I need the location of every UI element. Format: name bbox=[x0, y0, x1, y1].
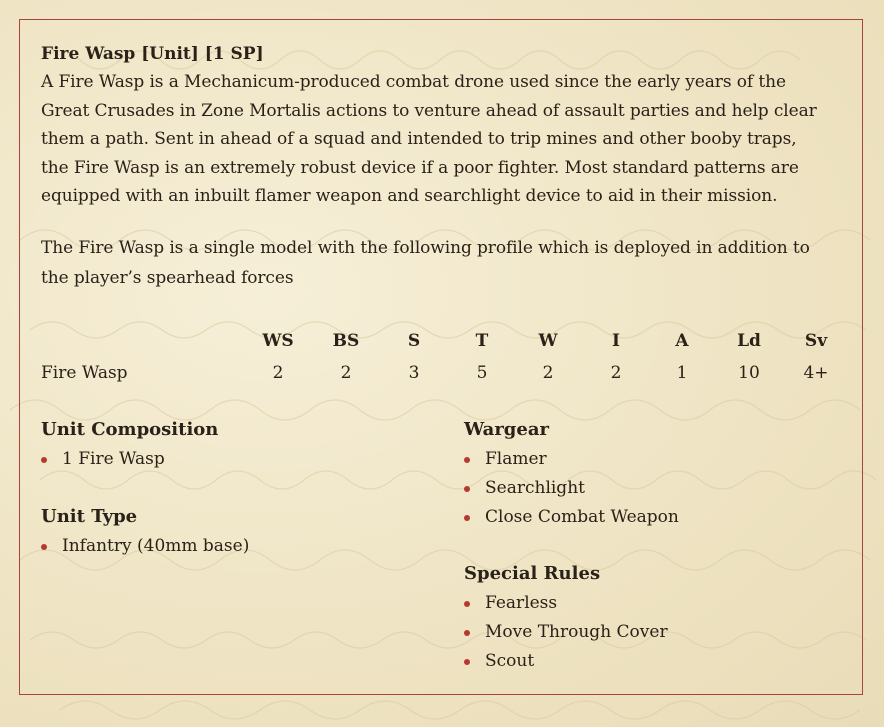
profile-header-s: S bbox=[407, 331, 421, 351]
description-line: the Fire Wasp is an extremely robust device if a poor fighter. Most standard patterns are bbox=[41, 157, 799, 178]
profile-row bbox=[41, 359, 841, 391]
bullet-icon bbox=[464, 515, 470, 521]
list-item-text: Searchlight bbox=[485, 478, 585, 498]
profile-intro bbox=[41, 233, 847, 293]
profile-header-sv: Sv bbox=[804, 331, 828, 351]
profile-value-bs: 2 bbox=[340, 363, 352, 383]
unit-composition-list bbox=[41, 445, 218, 474]
profile-value-s: 3 bbox=[408, 363, 420, 383]
profile-header-row bbox=[41, 327, 841, 359]
profile-header-ws: WS bbox=[262, 331, 294, 351]
bullet-icon bbox=[464, 630, 470, 636]
bullet-icon bbox=[464, 659, 470, 665]
profile-header-a: A bbox=[675, 331, 689, 351]
description-line: Great Crusades in Zone Mortalis actions to venture ahead of assault parties and help clear bbox=[41, 100, 817, 121]
unit-type-heading: Unit Type bbox=[41, 506, 138, 527]
profile-header-ld: Ld bbox=[737, 331, 761, 351]
profile-value-i: 2 bbox=[610, 363, 622, 383]
profile-row-name: Fire Wasp bbox=[41, 363, 128, 383]
list-item-text: 1 Fire Wasp bbox=[62, 449, 165, 469]
list-item bbox=[464, 445, 679, 474]
intro-line: the player’s spearhead forces bbox=[41, 267, 294, 288]
profile-table bbox=[41, 327, 841, 391]
unit-composition-heading: Unit Composition bbox=[41, 419, 219, 440]
wargear-section bbox=[464, 417, 679, 532]
profile-value-t: 5 bbox=[476, 363, 488, 383]
list-item-text: Infantry (40mm base) bbox=[62, 536, 250, 556]
list-item-text: Flamer bbox=[485, 449, 547, 469]
list-item bbox=[464, 503, 679, 532]
special-rules-heading: Special Rules bbox=[464, 563, 601, 584]
bullet-icon bbox=[464, 601, 470, 607]
entry-description bbox=[41, 68, 847, 211]
list-item bbox=[464, 474, 679, 503]
list-item-text: Close Combat Weapon bbox=[485, 507, 679, 527]
profile-header-bs: BS bbox=[332, 331, 360, 351]
profile-value-sv: 4+ bbox=[803, 363, 829, 383]
wargear-list bbox=[464, 445, 679, 532]
bullet-icon bbox=[464, 457, 470, 463]
profile-header-t: T bbox=[475, 331, 489, 351]
list-item bbox=[41, 445, 218, 474]
unit-type-section bbox=[41, 504, 249, 561]
bullet-icon bbox=[41, 544, 47, 550]
special-rules-list bbox=[464, 589, 668, 676]
list-item-text: Scout bbox=[485, 651, 535, 671]
description-line: them a path. Sent in ahead of a squad and intended to trip mines and other booby traps, bbox=[41, 129, 797, 150]
intro-line: The Fire Wasp is a single model with the following profile which is deployed in addition to bbox=[41, 237, 810, 258]
bullet-icon bbox=[464, 486, 470, 492]
profile-value-ws: 2 bbox=[272, 363, 284, 383]
profile-header-w: W bbox=[538, 331, 558, 351]
list-item bbox=[464, 647, 668, 676]
profile-header-i: I bbox=[612, 331, 620, 351]
bullet-icon bbox=[41, 457, 47, 463]
entry-text-block bbox=[41, 40, 847, 293]
description-line: A Fire Wasp is a Mechanicum-produced combat drone used since the early years of the bbox=[41, 72, 786, 92]
profile-value-a: 1 bbox=[676, 363, 688, 383]
description-line: equipped with an inbuilt flamer weapon and searchlight device to aid in their mission. bbox=[41, 186, 778, 207]
list-item-text: Fearless bbox=[485, 593, 558, 613]
entry-title: Fire Wasp [Unit] [1 SP] bbox=[41, 44, 264, 64]
unit-type-list bbox=[41, 532, 249, 561]
list-item bbox=[464, 618, 668, 647]
unit-composition-section bbox=[41, 417, 218, 474]
wargear-heading: Wargear bbox=[464, 419, 549, 440]
profile-value-ld: 10 bbox=[738, 363, 760, 383]
profile-value-w: 2 bbox=[542, 363, 554, 383]
list-item bbox=[41, 532, 249, 561]
list-item-text: Move Through Cover bbox=[485, 622, 668, 642]
special-rules-section bbox=[464, 561, 668, 676]
list-item bbox=[464, 589, 668, 618]
